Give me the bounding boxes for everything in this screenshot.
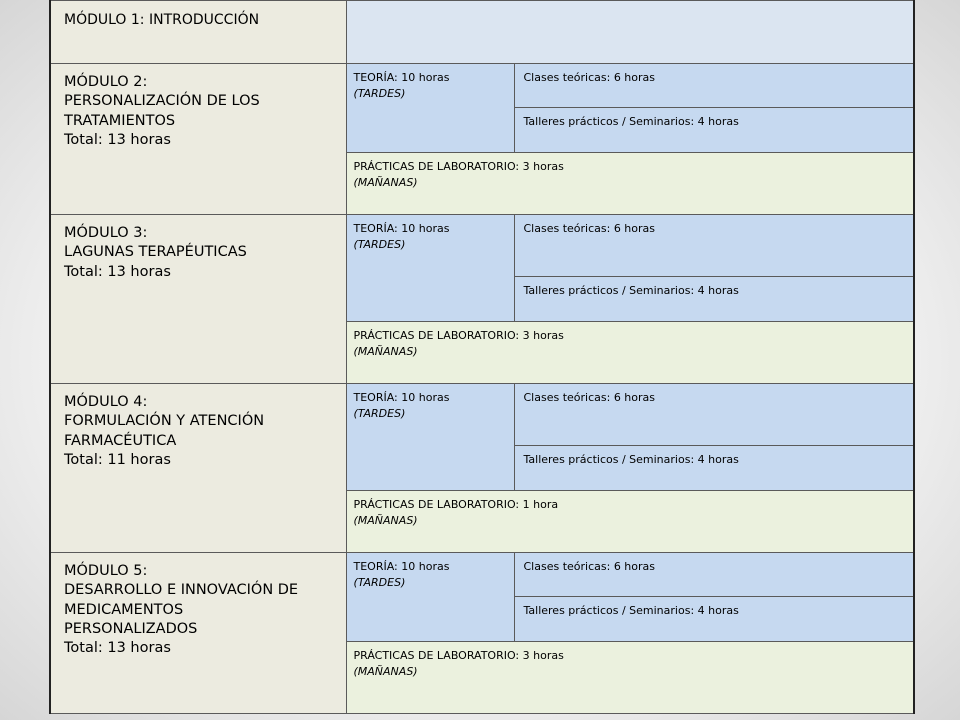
- module-3-talleres: Talleres prácticos / Seminarios: 4 horas: [523, 284, 739, 297]
- module-3-title-line: LAGUNAS TERAPÉUTICAS: [64, 244, 247, 261]
- module-5-teoria: TEORÍA: 10 horas: [353, 560, 450, 573]
- module-4-title: MÓDULO 4:: [64, 394, 148, 410]
- module-5-title: MÓDULO 5:: [64, 563, 148, 579]
- module-1-cell: [50, 1, 346, 64]
- module-3-total: Total: 13 horas: [64, 263, 171, 280]
- module-4-clases: Clases teóricas: 6 horas: [523, 391, 656, 404]
- module-3-talleres-cell: [514, 277, 914, 322]
- module-5-practicas-note: (MAÑANAS): [353, 664, 418, 678]
- module-2-practicas: PRÁCTICAS DE LABORATORIO: 3 horas: [353, 160, 564, 173]
- module-3-row: [50, 215, 914, 277]
- module-3-practicas-cell: [346, 322, 914, 384]
- module-4-cell: [50, 384, 346, 553]
- module-3-teoria-cell: [346, 215, 514, 322]
- module-5-title-line: MEDICAMENTOS: [64, 601, 184, 618]
- module-3-clases-cell: [514, 215, 914, 277]
- module-5-cell: [50, 553, 346, 714]
- module-4-total: Total: 11 horas: [64, 451, 171, 468]
- module-1-title: MÓDULO 1: INTRODUCCIÓN: [64, 12, 260, 28]
- modules-table: [49, 0, 915, 714]
- module-5-talleres-cell: [514, 597, 914, 642]
- module-3-cell: [50, 215, 346, 384]
- module-2-total: Total: 13 horas: [64, 131, 171, 148]
- module-5-total: Total: 13 horas: [64, 640, 171, 657]
- module-4-teoria: TEORÍA: 10 horas: [353, 391, 450, 404]
- module-5-talleres: Talleres prácticos / Seminarios: 4 horas: [523, 604, 739, 617]
- module-5-practicas: PRÁCTICAS DE LABORATORIO: 3 horas: [353, 649, 564, 662]
- module-2-talleres-cell: [514, 108, 914, 153]
- module-2-practicas-cell: [346, 153, 914, 215]
- module-3-title: MÓDULO 3:: [64, 225, 148, 241]
- module-4-row: [50, 384, 914, 446]
- module-5-clases: Clases teóricas: 6 horas: [523, 560, 656, 573]
- module-4-teoria-note: (TARDES): [353, 406, 406, 420]
- module-5-teoria-note: (TARDES): [353, 575, 406, 589]
- module-5-clases-cell: [514, 553, 914, 597]
- module-5-title-line: PERSONALIZADOS: [64, 620, 198, 637]
- module-3-clases: Clases teóricas: 6 horas: [523, 222, 656, 235]
- module-3-teoria-note: (TARDES): [353, 237, 406, 251]
- module-2-teoria-cell: [346, 64, 514, 153]
- module-4-practicas-cell: [346, 491, 914, 553]
- module-2-practicas-note: (MAÑANAS): [353, 175, 418, 189]
- module-1-row: [50, 1, 914, 64]
- module-4-talleres: Talleres prácticos / Seminarios: 4 horas: [523, 453, 739, 466]
- module-2-title-line: PERSONALIZACIÓN DE LOS: [64, 93, 260, 110]
- module-5-practicas-cell: [346, 642, 914, 714]
- module-2-clases: Clases teóricas: 6 horas: [523, 71, 656, 84]
- module-4-title-line: FARMACÉUTICA: [64, 432, 177, 449]
- module-3-practicas-note: (MAÑANAS): [353, 344, 418, 358]
- module-2-teoria: TEORÍA: 10 horas: [353, 71, 450, 84]
- module-2-teoria-note: (TARDES): [353, 86, 406, 100]
- module-5-teoria-cell: [346, 553, 514, 642]
- module-4-practicas-note: (MAÑANAS): [353, 513, 418, 527]
- module-4-clases-cell: [514, 384, 914, 446]
- module-5-title-line: DESARROLLO E INNOVACIÓN DE: [64, 582, 299, 599]
- module-4-teoria-cell: [346, 384, 514, 491]
- module-4-practicas: PRÁCTICAS DE LABORATORIO: 1 hora: [353, 498, 559, 511]
- module-2-cell: [50, 64, 346, 215]
- module-4-talleres-cell: [514, 446, 914, 491]
- module-4-title-line: FORMULACIÓN Y ATENCIÓN: [64, 413, 265, 430]
- module-2-title: MÓDULO 2:: [64, 74, 148, 90]
- module-5-row: [50, 553, 914, 597]
- module-3-teoria: TEORÍA: 10 horas: [353, 222, 450, 235]
- module-2-row: [50, 64, 914, 108]
- module-1-empty-cell: [346, 1, 914, 64]
- module-2-title-line: TRATAMIENTOS: [64, 112, 176, 129]
- module-2-talleres: Talleres prácticos / Seminarios: 4 horas: [523, 115, 739, 128]
- module-3-practicas: PRÁCTICAS DE LABORATORIO: 3 horas: [353, 329, 564, 342]
- module-2-clases-cell: [514, 64, 914, 108]
